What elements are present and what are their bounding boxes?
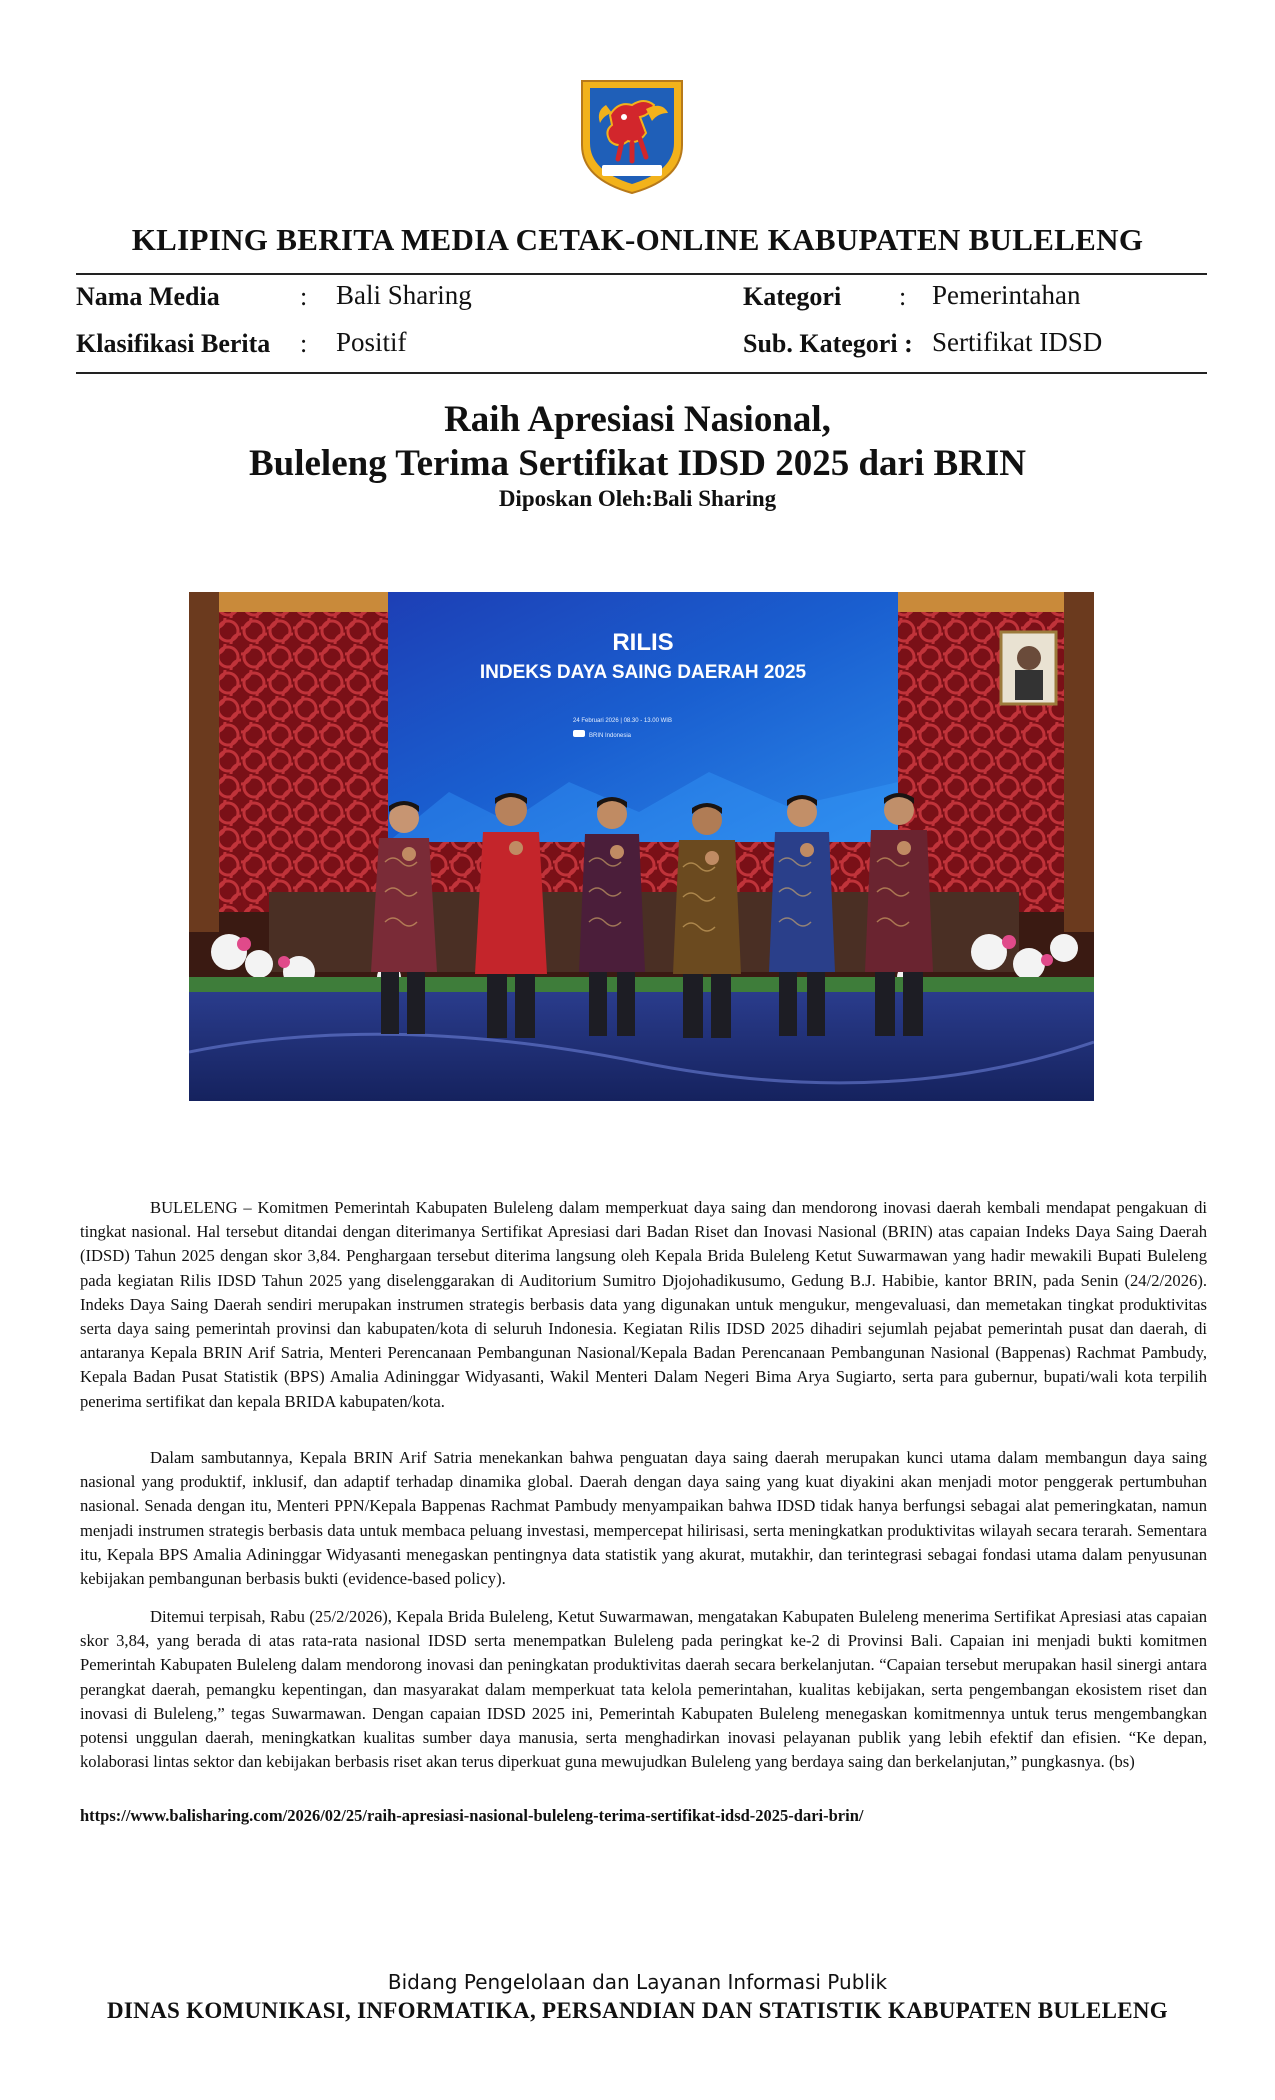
footer-agency: DINAS KOMUNIKASI, INFORMATIKA, PERSANDIAN DAN STATISTIK KABUPATEN BULELENG [107, 1998, 1168, 2023]
paragraph-text: Dalam sambutannya, Kepala BRIN Arif Satria menekankan bahwa penguatan daya saing daerah merupakan kunci utama dalam membangun daya saing nasional yang produktif, inklusif, dan adaptif terhadap dinamika global. Daerah dengan daya saing yang kuat diyakini akan menjadi motor penggerak pertumbuhan nasional. Senada dengan itu, Menteri PPN/Kepala Bappenas Rachmat Pambudy menyampaikan bahwa IDSD tidak hanya berfungsi sebagai alat pemeringkatan, namun menjadi instrumen strategis berbasis data untuk membaca peluang investasi, mempercepat hilirisasi, serta meningkatkan produktivitas wilayah secara terarah. Sementara itu, Kepala BPS Amalia Adininggar Widyasanti menegaskan pentingnya data statistik yang akurat, mutakhir, dan terintegrasi sebagai fondasi utama dalam penyusunan kebijakan pembangunan berbasis bukti (evidence-based policy). [80, 1448, 1207, 1589]
paragraph-text: Ditemui terpisah, Rabu (25/2/2026), Kepala Brida Buleleng, Ketut Suwarmawan, mengatakan Kabupaten Buleleng menerima Sertifikat Apresiasi atas capaian skor 3,84, yang berada di atas rata-rata nasional IDSD serta menempatkan Buleleng pada peringkat ke-2 di Provinsi Bali. Capaian ini menjadi bukti komitmen Pemerintah Kabupaten Buleleng dalam mendorong inovasi dan peningkatan produktivitas daerah secara berkelanjutan. “Capaian tersebut merupakan hasil sinergi antara perangkat daerah, pemangku kepentingan, dan masyarakat dalam memperkuat tata kelola pemerintahan, kualitas kebijakan, serta pengembangan ekosistem riset dan inovasi di Buleleng,” tegas Suwarmawan. Dengan capaian IDSD 2025 ini, Pemerintah Kabupaten Buleleng menegaskan komitmennya untuk terus mengembangkan potensi unggulan daerah, meningkatkan kualitas sumber daya manusia, serta menghadirkan inovasi pelayanan publik yang lebih efektif dan efisien. “Ke depan, kolaborasi lintas sektor dan kebijakan berbasis riset akan terus diperkuat guna mewujudkan Buleleng yang berdaya saing dan berkelanjutan,” pungkasnya. (bs) [80, 1607, 1207, 1772]
media-name-colon: : [300, 282, 308, 311]
sub-category-label: Sub. Kategori : [743, 329, 913, 358]
source-url-link[interactable]: https://www.balisharing.com/2026/02/25/raih-apresiasi-nasional-buleleng-terima-sertifikat-idsd-2025-dari-brin/ [80, 1806, 864, 1825]
article-title-line-1: Raih Apresiasi Nasional, [444, 399, 831, 440]
article-photo [189, 592, 1094, 1101]
media-name-value: Bali Sharing [336, 280, 472, 310]
header-divider-bottom [76, 372, 1207, 374]
paragraph-text: BULELENG – Komitmen Pemerintah Kabupaten Buleleng dalam memperkuat daya saing dan mendorong inovasi daerah kembali mendapat pengakuan di tingkat nasional. Hal tersebut ditandai dengan diterimanya Sertifikat Apresiasi dari Badan Riset dan Inovasi Nasional (BRIN) atas capaian Indeks Daya Saing Daerah (IDSD) Tahun 2025 dengan skor 3,84. Penghargaan tersebut diterima langsung oleh Kepala Brida Buleleng Ketut Suwarmawan yang hadir mewakili Bupati Buleleng pada kegiatan Rilis IDSD Tahun 2025 yang diselenggarakan di Auditorium Sumitro Djojohadikusumo, Gedung B.J. Habibie, kantor BRIN, pada Senin (24/2/2026). Indeks Daya Saing Daerah sendiri merupakan instrumen strategis berbasis data yang digunakan untuk mengukur, mengevaluasi, dan memetakan tingkat produktivitas serta daya saing pemerintah provinsi dan kabupaten/kota di seluruh Indonesia. Kegiatan Rilis IDSD 2025 dihadiri sejumlah pejabat pemerintah pusat dan daerah, di antaranya Kepala BRIN Arif Satria, Menteri Perencanaan Pembangunan Nasional/Kepala Badan Perencanaan Pembangunan Nasional (Bappenas) Rachmat Pambudy, Kepala Badan Pusat Statistik (BPS) Amalia Adininggar Widyasanti, Wakil Menteri Dalam Negeri Bima Arya Sugiarto, serta para gubernur, bupati/wali kota terpilih penerima sertifikat dan kepala BRIDA kabupaten/kota. [80, 1198, 1207, 1411]
category-label: Kategori [743, 282, 842, 311]
article-title-line-2: Buleleng Terima Sertifikat IDSD 2025 dari BRIN [248, 443, 1027, 484]
regency-emblem-logo [566, 75, 698, 197]
header-divider-top [76, 273, 1207, 275]
classification-value: Positif [336, 327, 407, 357]
article-paragraph [80, 1196, 1207, 1414]
classification-label: Klasifikasi Berita [76, 329, 271, 358]
article-paragraph [80, 1446, 1207, 1591]
screen-title: RILIS [612, 629, 674, 656]
screen-subtitle: INDEKS DAYA SAING DAERAH 2025 [479, 662, 807, 683]
article-paragraph [80, 1605, 1207, 1774]
screen-date: 24 Februari 2026 | 08.30 - 13.00 WIB [573, 718, 672, 724]
media-name-label: Nama Media [76, 282, 220, 311]
clipping-header-title: KLIPING BERITA MEDIA CETAK-ONLINE KABUPATEN BULELENG [131, 222, 1144, 257]
sub-category-value: Sertifikat IDSD [932, 327, 1103, 357]
category-value: Pemerintahan [932, 280, 1081, 310]
article-byline: Diposkan Oleh:Bali Sharing [498, 486, 777, 511]
footer-unit: Bidang Pengelolaan dan Layanan Informasi Publik [387, 1970, 888, 1994]
category-colon: : [899, 282, 907, 311]
screen-channel: BRIN Indonesia [589, 733, 632, 739]
classification-colon: : [300, 329, 308, 358]
